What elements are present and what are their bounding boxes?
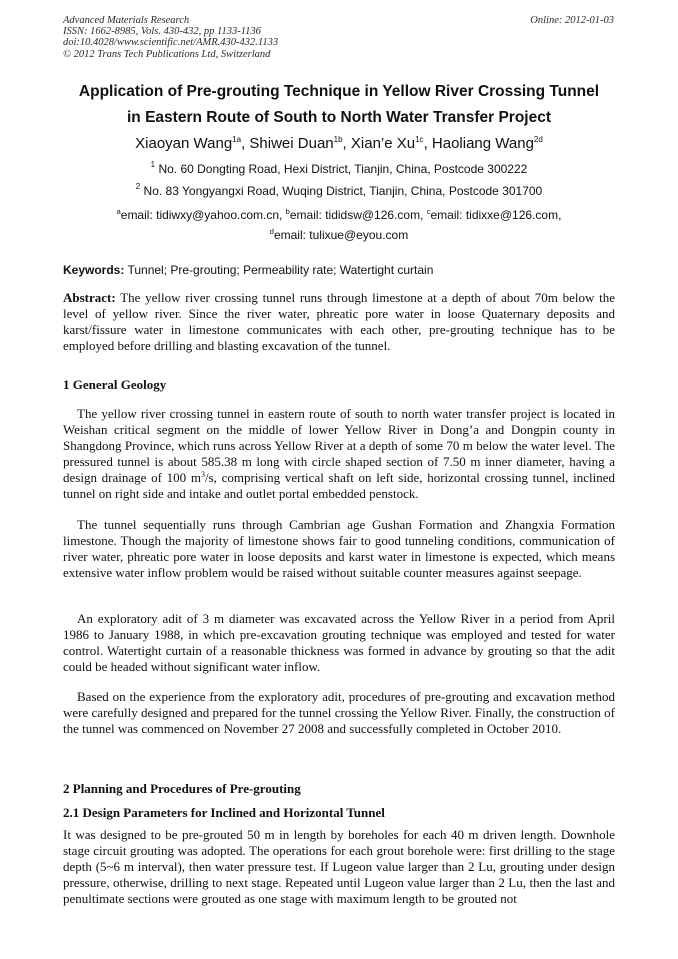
- author-list: [40, 134, 638, 154]
- title-line-2: in Eastern Route of South to North Water Transfer Project: [127, 109, 551, 126]
- author-name: Xian’e Xu: [350, 135, 416, 152]
- paper-title: [40, 79, 638, 131]
- email-a[interactable]: email: tidiwxy@yahoo.com.cn,: [120, 208, 286, 222]
- email-line-1: [40, 205, 638, 225]
- email-b[interactable]: email: tididsw@126.com,: [289, 208, 427, 222]
- abstract-text: The yellow river crossing tunnel runs through limestone at a depth of about 70m below the level of yellow river. Since the river water, phreatic pore water in loose Quaternary deposits and karst/fissure water in limestone communicates with each other, pre-grouting technique has to be employed before drilling and blasting excavation of the tunnel.: [63, 290, 615, 353]
- email-mark: c: [426, 207, 431, 216]
- author-affil-mark: 1a: [232, 135, 242, 144]
- section-1-paragraph-2: The tunnel sequentially runs through Cambrian age Gushan Formation and Zhangxia Formation limestone. Though the majority of limestone shows fair to good tunneling conditions, communication of river water, phreatic pore water in loose deposits and karst water in limestone is expected, which means extensive water inflow problem would be raised without suitable counter measures against seepage.: [63, 517, 615, 580]
- affiliation-mark: 2: [135, 182, 141, 191]
- author-affil-mark: 1b: [333, 135, 343, 144]
- title-line-1: Application of Pre-grouting Technique in Yellow River Crossing Tunnel: [78, 83, 600, 100]
- section-1-paragraph-1: [63, 406, 615, 502]
- section-2-paragraph-1: It was designed to be pre-grouted 50 m in length by boreholes for each 40 m driven length. Downhole stage circuit grouting was adopted. The operations for each grout borehole were: first drilling to the stage depth (5~6 m interval), then water pressure test. If Lugeon value larger than 2 Lu, grouting under design pressure, otherwise, drilling to next stage. Repeated until Lugeon value larger than 2 Lu, then the last and penultimate sections were grouted as one stage with maximum length to be grouted not: [63, 827, 615, 906]
- paragraph-text: The yellow river crossing tunnel in eastern route of south to north water transfer project is located in Weishan critical segment on the middle of lower Yellow River in Dong’a and Dongpin county in Shangdong Province, which runs across Yellow River at a depth of some 70 m below the water level. The pressured tunnel is about 585.38 m long with circle shaped section of 7.50 m inner diameter, having a design drainage of 100 m: [63, 406, 615, 485]
- author-name: Xiaoyan Wang: [135, 135, 233, 152]
- doi-line: doi:10.4028/www.scientific.net/AMR.430-432.1133: [63, 37, 279, 49]
- affiliation-1: [40, 162, 638, 176]
- author-affil-mark: 1c: [415, 135, 424, 144]
- copyright-line: © 2012 Trans Tech Publications Ltd, Switzerland: [63, 48, 271, 60]
- journal-header: [63, 15, 278, 60]
- keywords-text: Tunnel; Pre-grouting; Permeability rate; Watertight curtain: [124, 263, 434, 277]
- section-2-1-heading: 2.1 Design Parameters for Inclined and Horizontal Tunnel: [63, 805, 385, 820]
- online-date: Online: 2012-01-03: [530, 15, 614, 26]
- keywords: [63, 263, 615, 277]
- author-name: Shiwei Duan: [249, 135, 334, 152]
- author-separator: ,: [423, 135, 432, 152]
- abstract-label: Abstract:: [63, 290, 116, 305]
- email-mark: d: [269, 227, 274, 236]
- abstract: [63, 290, 615, 354]
- email-mark: b: [285, 207, 290, 216]
- affiliation-2: [40, 184, 638, 198]
- section-1-paragraph-3: An exploratory adit of 3 m diameter was excavated across the Yellow River in a period from April 1986 to January 1988, in which pre-excavation grouting technique was employed and tested for water control. Watertight curtain of a reasonable thickness was formed in advance by grouting so that the adit could be headed without significant water inflow.: [63, 611, 615, 674]
- issn-line: ISSN: 1662-8985, Vols. 430-432, pp 1133-1136: [63, 26, 261, 38]
- section-1-paragraph-4: Based on the experience from the exploratory adit, procedures of pre-grouting and excavation method were carefully designed and prepared for the tunnel crossing the Yellow River. Finally, the construction of the tunnel was commenced on November 27 2008 and successfully completed in October 2010.: [63, 689, 615, 736]
- author-separator: ,: [342, 135, 351, 152]
- affiliation-mark: 1: [150, 160, 156, 169]
- section-1-heading: 1 General Geology: [63, 377, 167, 392]
- paragraph-text: /s, comprising vertical shaft on left side, horizontal crossing tunnel, inclined tunnel on right side and intake and outlet portal embedded penstock.: [63, 470, 615, 501]
- author-name: Haoliang Wang: [431, 135, 534, 152]
- journal-name: Advanced Materials Research: [63, 15, 190, 26]
- email-line-2: [40, 225, 638, 245]
- author-separator: ,: [241, 135, 250, 152]
- superscript: 3: [201, 470, 205, 479]
- section-2-heading: 2 Planning and Procedures of Pre-grouting: [63, 781, 301, 796]
- author-affil-mark: 2d: [533, 135, 543, 144]
- email-mark: a: [116, 207, 121, 216]
- email-list: [40, 205, 638, 245]
- email-d[interactable]: email: tulixue@eyou.com: [273, 228, 409, 242]
- affiliation-text: No. 83 Yongyangxi Road, Wuqing District, Tianjin, China, Postcode 301700: [140, 184, 543, 198]
- keywords-label: Keywords:: [63, 263, 125, 277]
- affiliation-text: No. 60 Dongting Road, Hexi District, Tianjin, China, Postcode 300222: [155, 162, 528, 176]
- email-c[interactable]: email: tidixxe@126.com,: [430, 208, 562, 222]
